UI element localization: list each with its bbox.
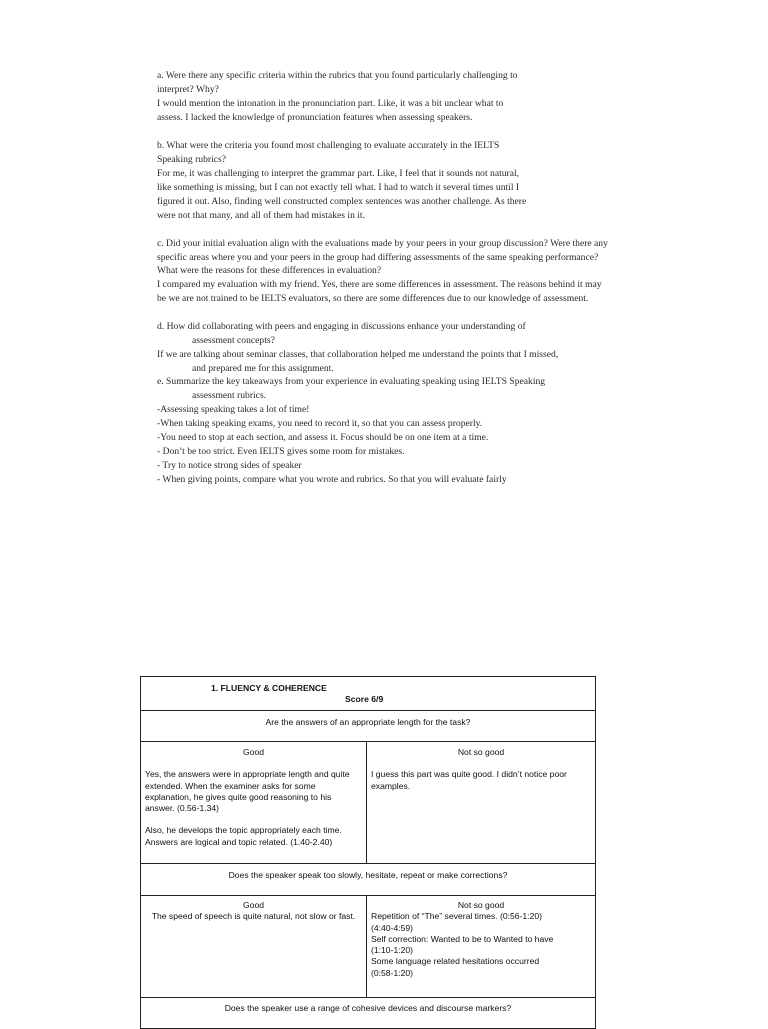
rubric-title-row <box>141 677 596 711</box>
question-d-line-1: d. How did collaborating with peers and engaging in discussions enhance your understanding of <box>157 321 526 332</box>
answer-a-line-1: I would mention the intonation in the pronunciation part. Like, it was a bit unclear what to <box>157 98 504 109</box>
answer-d-line-2: and prepared me for this assignment. <box>192 363 334 374</box>
answer-b-line-3: figured it out. Also, finding well constructed complex sentences was another challenge. As there <box>157 196 527 207</box>
takeaway-item: -Assessing speaking takes a lot of time! <box>157 404 310 415</box>
not-so-good-comment: Some language related hesitations occurred <box>371 956 540 967</box>
good-header: Good <box>242 900 265 910</box>
not-so-good-comment: (4:40-4:59) <box>371 922 414 933</box>
answer-c-line-2: be we are not trained to be IELTS evaluators, so there are some differences due to our knowledge of assessment. <box>157 293 589 304</box>
answer-d-line-1: If we are talking about seminar classes, that collaboration helped me understand the points that I missed, <box>157 349 559 360</box>
question-c-line-3: What were the reasons for these differences in evaluation? <box>157 265 382 276</box>
rubric-question-2: Does the speaker speak too slowly, hesitate, repeat or make corrections? <box>228 870 508 880</box>
takeaway-item: -When taking speaking exams, you need to record it, so that you can assess properly. <box>157 418 483 429</box>
not-so-good-comment: I guess this part was quite good. I didn’t notice poor examples. <box>371 769 567 791</box>
question-e-line-1: e. Summarize the key takeaways from your experience in evaluating speaking using IELTS Speaking <box>157 376 546 387</box>
question-a-line-1: a. Were there any specific criteria within the rubrics that you found particularly challenging to <box>157 70 518 81</box>
question-d-line-2: assessment concepts? <box>192 335 275 346</box>
rubric-question-row <box>141 864 596 896</box>
question-a-line-2: interpret? Why? <box>157 84 219 95</box>
fluency-coherence-rubric-table <box>140 676 596 1029</box>
rubric-question-3: Does the speaker use a range of cohesive devices and discourse markers? <box>224 1003 512 1013</box>
takeaway-item: - Try to notice strong sides of speaker <box>157 460 302 471</box>
good-comment: Also, he develops the topic appropriately each time. Answers are logical and topic related. (1.40-2.40) <box>145 825 342 847</box>
takeaway-item: - Don’t be too strict. Even IELTS gives some room for mistakes. <box>157 446 405 457</box>
good-comment: Yes, the answers were in appropriate length and quite extended. When the examiner asks for some explanation, he gives quite good reasoning to his answer. (0.56-1.34) <box>145 769 350 814</box>
rubric-question-row <box>141 711 596 742</box>
not-so-good-comment: Self correction: Wanted to be to Wanted to have <box>371 933 554 944</box>
rubric-answer-row <box>141 896 596 998</box>
takeaway-item: - When giving points, compare what you wrote and rubrics. So that you will evaluate fairly <box>157 474 507 485</box>
not-so-good-comment: (0:58-1:20) <box>371 967 414 978</box>
takeaway-item: -You need to stop at each section, and assess it. Focus should be on one item at a time. <box>157 432 489 443</box>
good-comment: The speed of speech is quite natural, not slow or fast. <box>151 911 356 922</box>
rubric-question-1: Are the answers of an appropriate length for the task? <box>265 717 471 727</box>
rubric-title: 1. FLUENCY & COHERENCE <box>211 683 327 693</box>
not-so-good-header: Not so good <box>457 900 505 910</box>
question-c-line-2: specific areas where you and your peers in the group had differing assessments of the same speaking performance? <box>157 252 599 263</box>
answer-a-line-2: assess. I lacked the knowledge of pronunciation features when assessing speakers. <box>157 112 473 123</box>
question-c-line-1: c. Did your initial evaluation align with the evaluations made by your peers in your group discussion? Were there any <box>157 238 608 249</box>
question-b-line-1: b. What were the criteria you found most challenging to evaluate accurately in the IELTS <box>157 140 500 151</box>
not-so-good-comment: (1:10-1:20) <box>371 945 414 956</box>
rubric-answer-row <box>141 742 596 864</box>
rubric-score: Score 6/9 <box>345 694 384 705</box>
good-header: Good <box>242 747 265 757</box>
not-so-good-comment: Repetition of “The” several times. (0:56-1:20) <box>371 911 542 922</box>
answer-b-line-2: like something is missing, but I can not exactly tell what. I had to watch it several times until I <box>157 182 520 193</box>
question-e-line-2: assessment rubrics. <box>192 390 267 401</box>
answer-c-line-1: I compared my evaluation with my friend. Yes, there are some differences in assessment. The reasons behind it may <box>157 279 602 290</box>
answer-b-line-4: were not that many, and all of them had mistakes in it. <box>157 210 365 221</box>
answer-b-line-1: For me, it was challenging to interpret the grammar part. Like, I feel that it sounds not natural, <box>157 168 520 179</box>
question-b-line-2: Speaking rubrics? <box>157 154 227 165</box>
not-so-good-header: Not so good <box>457 747 505 757</box>
